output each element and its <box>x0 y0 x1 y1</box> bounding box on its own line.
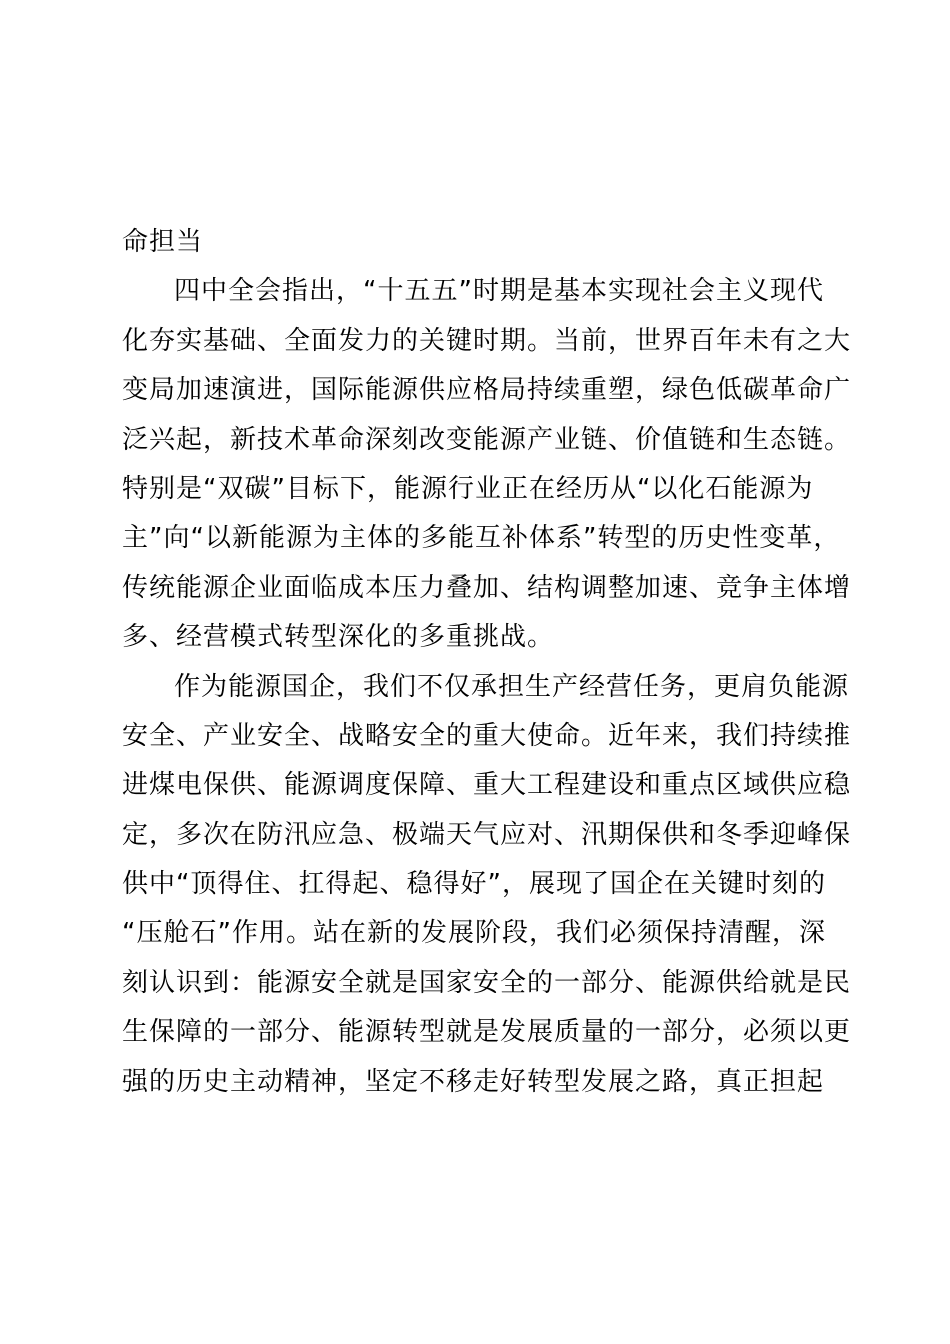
text-line: 刻认识到：能源安全就是国家安全的一部分、能源供给就是民 <box>122 967 852 998</box>
text-line: 供中“顶得住、扛得起、稳得好”，展现了国企在关键时刻的 <box>122 869 826 900</box>
text-line: 主”向“以新能源为主体的多能互补体系”转型的历史性变革， <box>122 523 841 554</box>
text-line: 多、经营模式转型深化的多重挑战。 <box>122 622 555 653</box>
text-line: 传统能源企业面临成本压力叠加、结构调整加速、竞争主体增 <box>122 572 852 603</box>
text-line: 特别是“双碳”目标下，能源行业正在经历从“以化石能源为 <box>122 473 814 504</box>
text-line: 进煤电保供、能源调度保障、重大工程建设和重点区域供应稳 <box>122 770 852 801</box>
text-line: 泛兴起，新技术革命深刻改变能源产业链、价值链和生态链。 <box>122 424 852 455</box>
text-line: “压舱石”作用。站在新的发展阶段，我们必须保持清醒，深 <box>122 918 826 949</box>
text-line: 安全、产业安全、战略安全的重大使命。近年来，我们持续推 <box>122 720 852 751</box>
text-line: 变局加速演进，国际能源供应格局持续重塑，绿色低碳革命广 <box>122 375 852 406</box>
text-line: 化夯实基础、全面发力的关键时期。当前，世界百年未有之大 <box>122 325 852 356</box>
paragraph-start-line: 作为能源国企，我们不仅承担生产经营任务，更肩负能源 <box>174 671 850 702</box>
text-line: 生保障的一部分、能源转型就是发展质量的一部分，必须以更 <box>122 1017 852 1048</box>
body-text <box>122 218 852 1107</box>
paragraph-start-line: 四中全会指出，“十五五”时期是基本实现社会主义现代 <box>174 276 824 307</box>
text-line: 命担当 <box>122 227 204 257</box>
text-line: 定，多次在防汛应急、极端天气应对、汛期保供和冬季迎峰保 <box>122 819 852 850</box>
text-line: 强的历史主动精神，坚定不移走好转型发展之路，真正担起 <box>122 1066 825 1097</box>
